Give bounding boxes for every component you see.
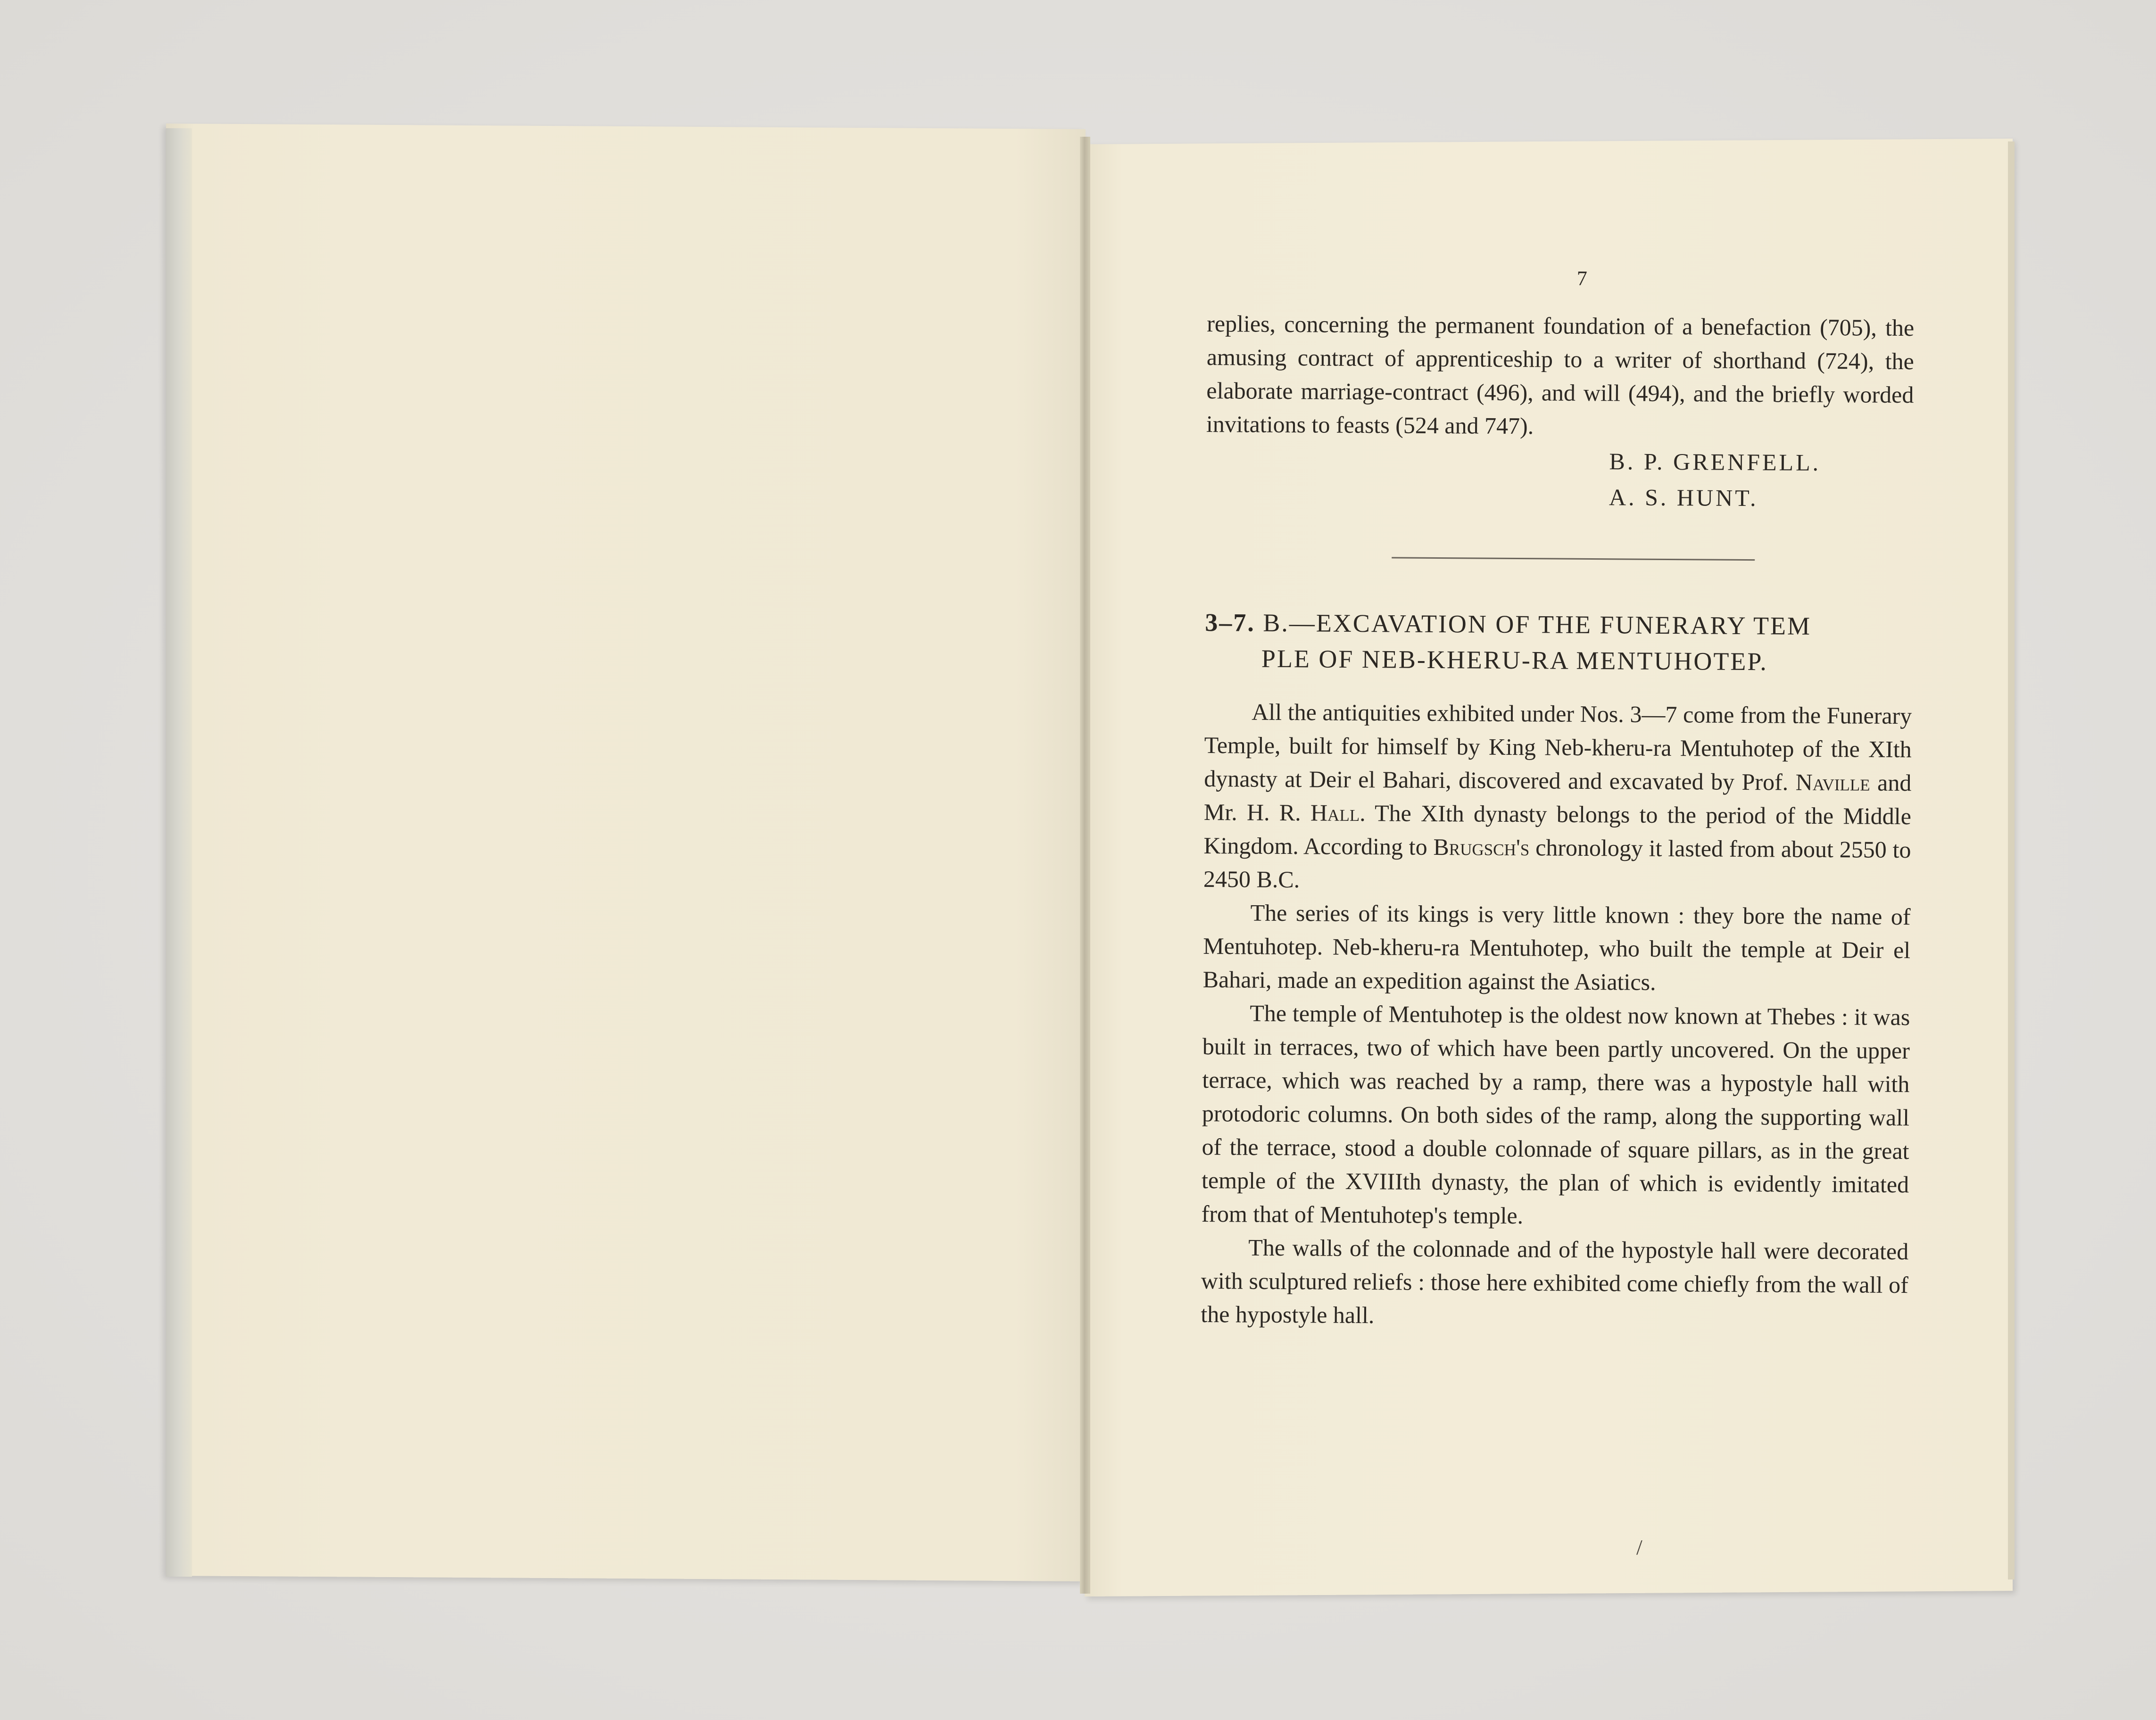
section-divider [1392, 557, 1755, 561]
signature-grenfell: B. P. GRENFELL. [1609, 448, 1821, 476]
page-number: 7 [1576, 266, 1587, 290]
heading-line1: B.—EXCAVATION OF THE FUNERARY TEM [1263, 608, 1812, 640]
heading-line2: PLE OF NEB-KHERU-RA MENTUHOTEP. [1261, 644, 1768, 676]
page-text [1201, 264, 1915, 1335]
footer-pencil-mark: / [1636, 1535, 1642, 1559]
paragraph-2: The series of its kings is very little known : they bore the name of Mentuhotep. Neb-kheru-ra Mentuhotep, who built the temple at Deir el Bahari, made an expedition against the Asiatics. [1202, 899, 1911, 995]
section-heading [1205, 604, 1913, 680]
heading-number: 3–7. [1205, 608, 1256, 637]
p1-brugsch: Brugsch's [1433, 833, 1530, 861]
p1-text-a: All the antiquities exhibited under Nos. 3—7 come from the Funerary Temple, built for himself by King Neb-kheru-ra Mentuhotep of the XIth dynasty at Deir el Bahari, discovered and excavated by Prof. [1204, 698, 1912, 795]
left-page-blank [166, 124, 1086, 1581]
p1-hall: Hall. [1310, 799, 1366, 827]
p1-text-c: The XIth dynasty belongs to the period of the Middle Kingdom. According to [1203, 800, 1912, 860]
left-page-edge [166, 128, 192, 1577]
paragraph-1 [1203, 695, 1912, 900]
paragraph-3: The temple of Mentuhotep is the oldest now known at Thebes : it was built in terraces, two of which have been partly uncovered. On the upper terrace, which was reached by a ramp, there was a hypostyle hall with protodoric columns. On both sides of the ramp, along the supporting wall of the terrace, stood a double colonnade of square pillars, as in the great temple of the XVIIIth dynasty, the plan of which is evidently imitated from that of Mentuhotep's temple. [1201, 1000, 1910, 1229]
signature-hunt: A. S. HUNT. [1609, 484, 1758, 512]
paragraph-4: The walls of the colonnade and of the hypostyle hall were decorated with sculptured reliefs : those here exhibited come chiefly from the wall of the hypostyle hall. [1201, 1234, 1909, 1329]
p1-naville: Naville [1795, 769, 1870, 796]
continuation-paragraph: replies, concerning the permanent foundation of a benefaction (705), the amusing contract of apprenticeship to a writer of shorthand (724), the elaborate marriage-contract (496), and will (494), and the briefly worded invitations to feasts (524 and 747). [1206, 310, 1915, 439]
book-gutter [1080, 137, 1090, 1594]
p1-text-b: and Mr. H. R. [1203, 769, 1912, 826]
right-page-edge [2008, 141, 2015, 1579]
p1-text-d: chronology it lasted from about 2550 to 2450 B.C. [1203, 834, 1911, 893]
